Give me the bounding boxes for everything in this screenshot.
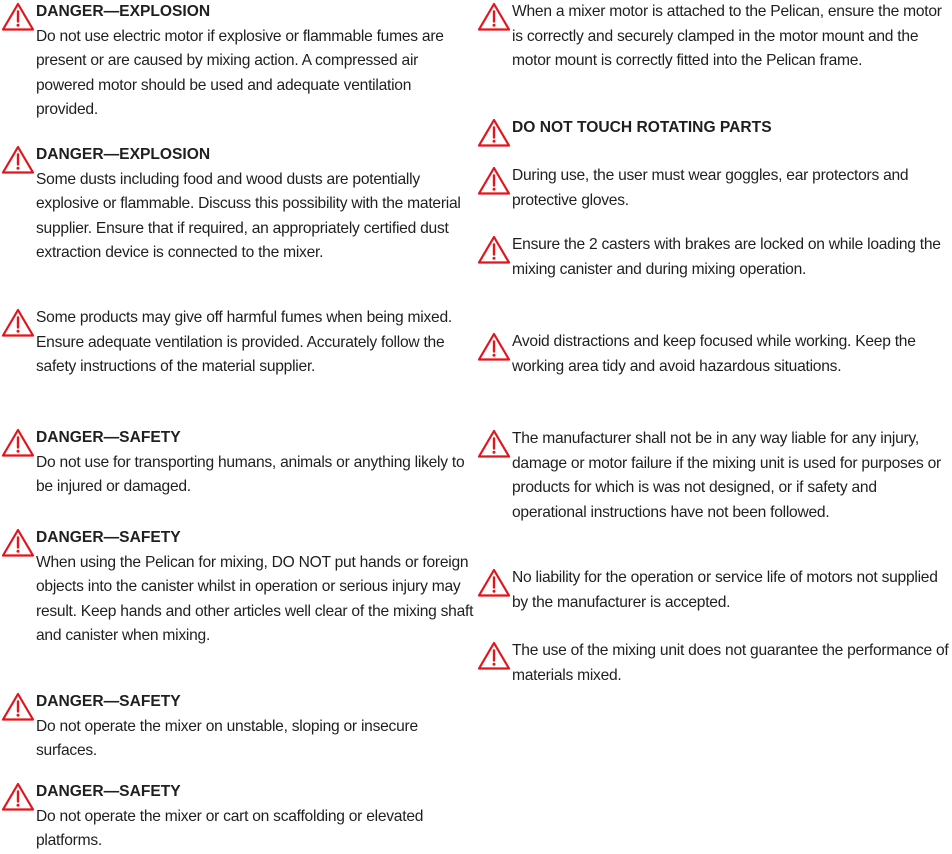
warning-triangle-icon xyxy=(0,143,36,177)
warning-text: Avoid distractions and keep focused while working. Keep the working area tidy and avoid hazardous situations. xyxy=(512,333,916,375)
warning-heading: DANGER—SAFETY xyxy=(36,529,181,546)
warning-text: When a mixer motor is attached to the Pelican, ensure the motor is correctly and securely clamped in the motor mount and the motor mount is correctly fitted into the Pelican frame. xyxy=(512,3,942,70)
warning-triangle-icon xyxy=(0,526,36,560)
warning-triangle-icon xyxy=(476,566,512,600)
warning-heading: DANGER—SAFETY xyxy=(36,693,181,710)
warning-heading: DANGER—SAFETY xyxy=(36,783,181,800)
warning-triangle-icon xyxy=(0,426,36,460)
warning-triangle-icon xyxy=(0,780,36,814)
warning-triangle-icon xyxy=(0,0,36,34)
warning-text: When using the Pelican for mixing, DO NOT put hands or foreign objects into the canister whilst in operation or serious injury may result. Keep hands and other articles well clear of the mixing shaft and canister when mixing. xyxy=(36,553,474,645)
warning-text: Do not operate the mixer on unstable, sloping or insecure surfaces. xyxy=(36,717,418,760)
warning-text: Some dusts including food and wood dusts are potentially explosive or flammable. Discuss this possibility with the material supplier. Ensure that if required, an appropriately certified dust extraction device is connected to the mixer. xyxy=(36,170,461,262)
warning-text: Ensure the 2 casters with brakes are locked on while loading the mixing canister and during mixing operation. xyxy=(512,236,941,278)
warning-heading: DANGER—EXPLOSION xyxy=(36,3,211,20)
warning-text: Do not use for transporting humans, animals or anything likely to be injured or damaged. xyxy=(36,453,465,496)
warning-triangle-icon xyxy=(476,233,512,267)
warning-triangle-icon xyxy=(476,330,512,364)
warning-triangle-icon xyxy=(0,306,36,340)
warning-text: Do not use electric motor if explosive or flammable fumes are present or are caused by mixing action. A compressed air powered motor should be used and adequate ventilation provided. xyxy=(36,27,444,119)
warning-text: The manufacturer shall not be in any way liable for any injury, damage or motor failure if the mixing unit is used for purposes or products for which is was not designed, or if safety and operational instructions have not been followed. xyxy=(512,430,942,521)
warning-triangle-icon xyxy=(476,164,512,198)
warning-triangle-icon xyxy=(476,0,512,34)
warning-triangle-icon xyxy=(476,116,512,150)
warning-triangle-icon xyxy=(0,690,36,724)
warning-text: Some products may give off harmful fumes when being mixed. Ensure adequate ventilation is provided. Accurately follow the safety instructions of the material supplier. xyxy=(36,309,452,376)
warning-text: During use, the user must wear goggles, ear protectors and protective gloves. xyxy=(512,167,909,209)
warning-heading: DANGER—SAFETY xyxy=(36,429,181,446)
warning-triangle-icon xyxy=(476,639,512,673)
warning-heading: DANGER—EXPLOSION xyxy=(36,146,211,163)
warning-heading: DO NOT TOUCH ROTATING PARTS xyxy=(512,119,772,136)
warning-triangle-icon xyxy=(476,427,512,461)
warning-text: No liability for the operation or service life of motors not supplied by the manufacturer is accepted. xyxy=(512,569,938,611)
warning-text: Do not operate the mixer or cart on scaffolding or elevated platforms. xyxy=(36,807,424,850)
warning-text: The use of the mixing unit does not guarantee the performance of materials mixed. xyxy=(512,642,949,684)
